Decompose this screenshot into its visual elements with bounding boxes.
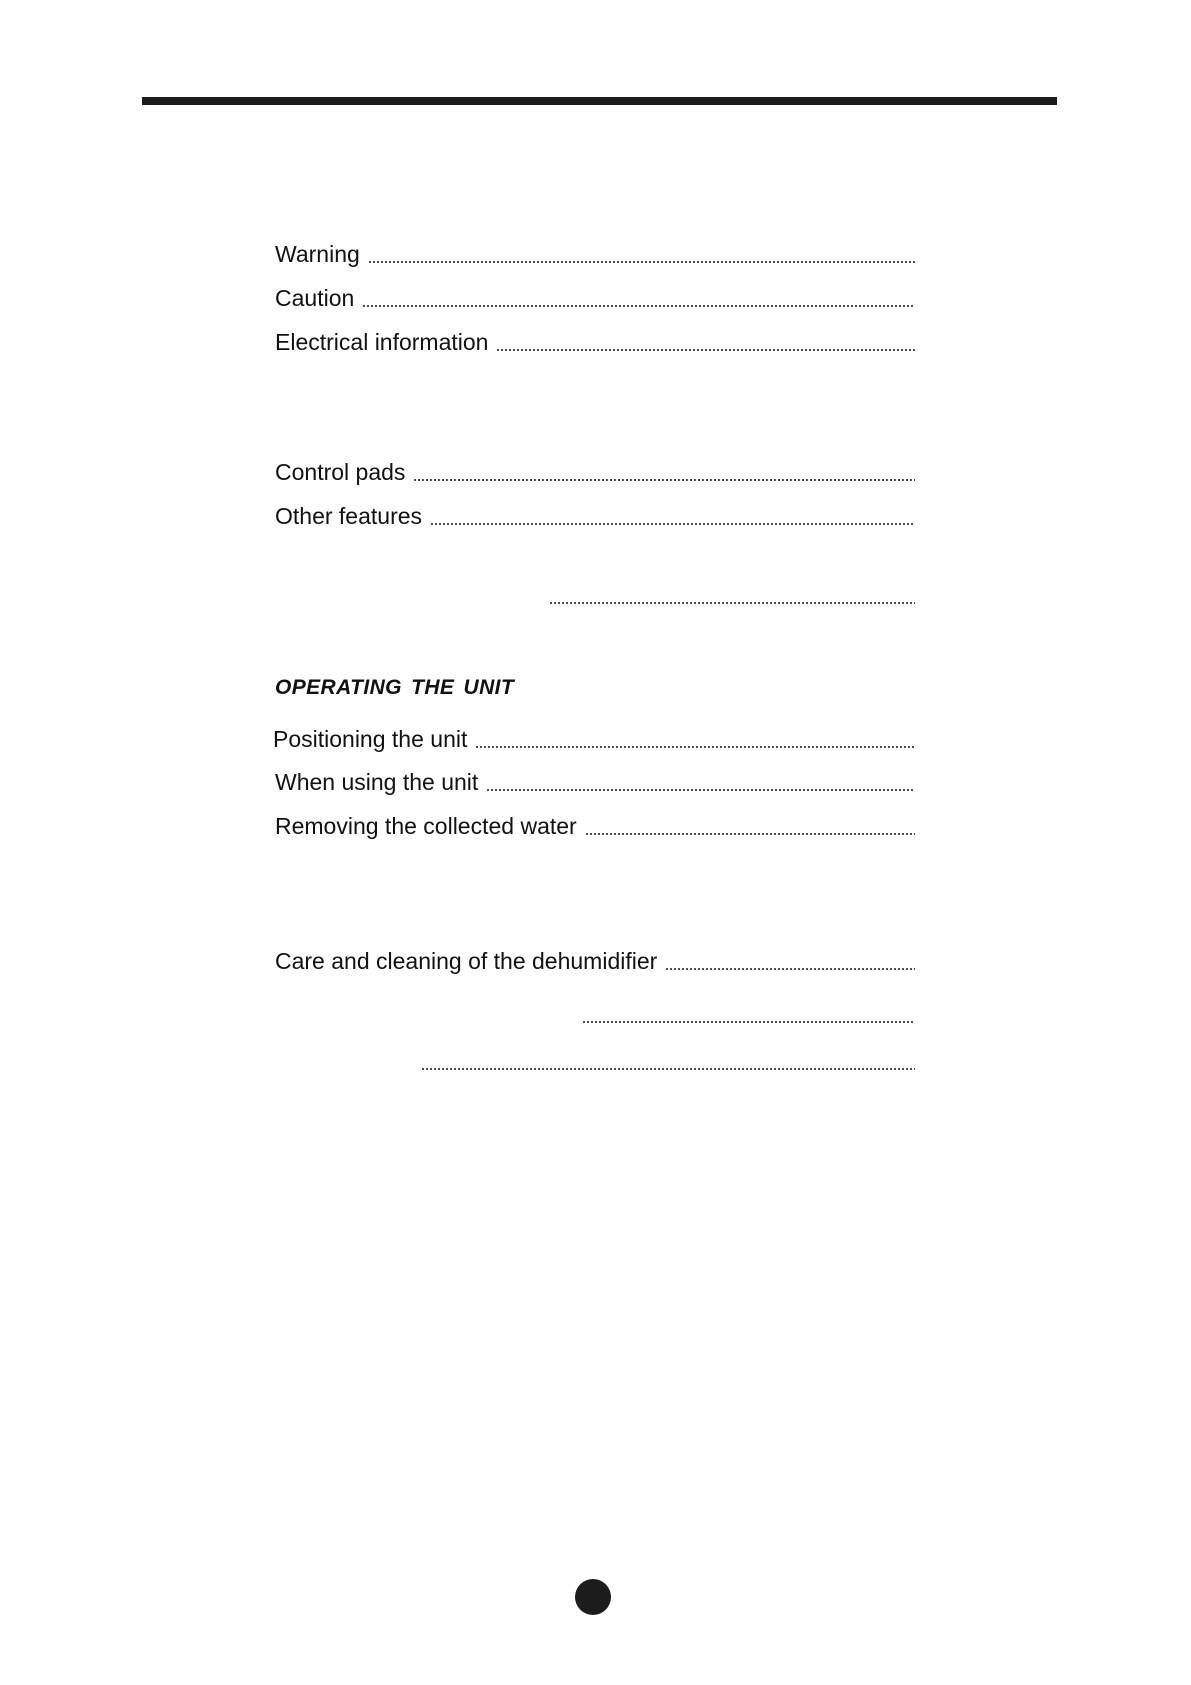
- toc-entry-label: Control pads: [275, 459, 406, 485]
- toc-entry-leader-only[interactable]: [413, 1041, 915, 1075]
- dot-leader: [430, 523, 915, 525]
- toc-entry-label: Other features: [275, 503, 423, 529]
- toc-entry-caution[interactable]: [275, 278, 915, 312]
- toc-entry-warning[interactable]: [275, 234, 915, 268]
- dot-leader: [582, 1021, 915, 1023]
- toc-entry-label: Care and cleaning of the dehumidifier: [275, 948, 658, 974]
- toc-entry-leader-only[interactable]: [574, 994, 915, 1028]
- toc-entry-care-and-cleaning[interactable]: [275, 941, 915, 975]
- dot-leader: [496, 349, 915, 351]
- toc-entry-control-pads[interactable]: [275, 452, 915, 486]
- toc-entry-label: Removing the collected water: [275, 813, 577, 839]
- toc-entry-label: Positioning the unit: [273, 726, 468, 752]
- dot-leader: [421, 1068, 915, 1070]
- toc-entry-when-using-the-unit[interactable]: [275, 762, 915, 796]
- dot-leader: [362, 305, 915, 307]
- toc-entry-removing-the-collected-water[interactable]: [275, 806, 915, 840]
- toc-entry-leader-only[interactable]: [541, 575, 915, 609]
- dot-leader: [665, 968, 915, 970]
- toc-entry-other-features[interactable]: [275, 496, 915, 530]
- toc-entry-label: Warning: [275, 241, 360, 267]
- toc-entry-label: Electrical information: [275, 329, 489, 355]
- dot-leader: [475, 746, 915, 748]
- dot-leader: [486, 789, 915, 791]
- dot-leader: [413, 479, 915, 481]
- toc-entry-label: When using the unit: [275, 769, 479, 795]
- page-number-badge: [575, 1579, 611, 1615]
- toc-entry-electrical-information[interactable]: [275, 322, 915, 356]
- dot-leader: [585, 833, 915, 835]
- toc-entry-label: Caution: [275, 285, 355, 311]
- section-heading-operating: OPERATING THE UNIT: [275, 676, 515, 699]
- dot-leader: [549, 602, 915, 604]
- toc-entry-positioning-the-unit[interactable]: [273, 719, 915, 753]
- header-rule: [142, 97, 1057, 105]
- dot-leader: [368, 261, 915, 263]
